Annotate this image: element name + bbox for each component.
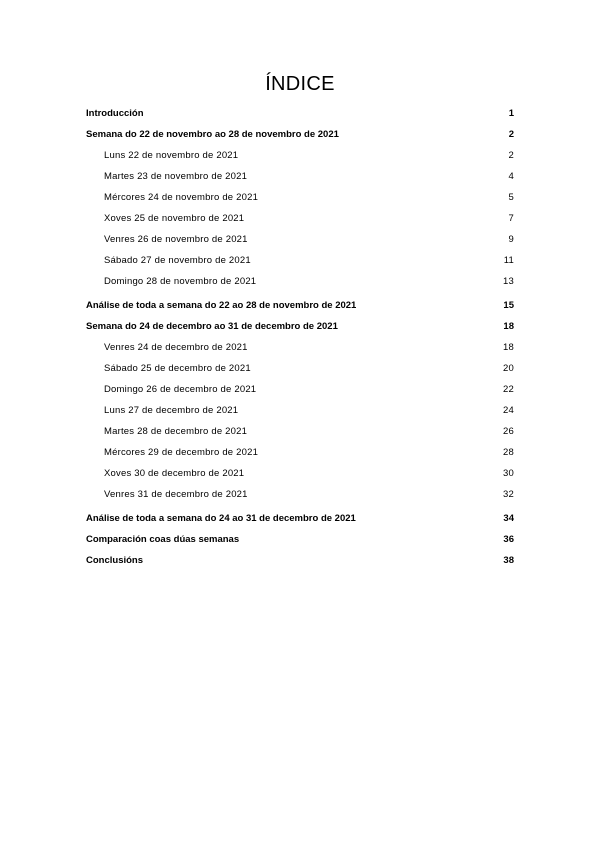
toc-entry-page-number: 36 bbox=[503, 534, 514, 545]
toc-entry-page-number: 32 bbox=[503, 489, 514, 500]
toc-section-entry[interactable] bbox=[86, 508, 514, 529]
toc-section-entry[interactable] bbox=[86, 103, 514, 124]
toc-entry-label: Luns 27 de decembro de 2021 bbox=[104, 405, 239, 416]
toc-subsection-entry[interactable] bbox=[86, 250, 514, 271]
toc-entry-page-number: 18 bbox=[503, 321, 514, 332]
toc-subsection-entry[interactable] bbox=[86, 442, 514, 463]
toc-subsection-entry[interactable] bbox=[86, 484, 514, 505]
toc-entry-label: Conclusións bbox=[86, 555, 144, 566]
toc-subsection-entry[interactable] bbox=[86, 229, 514, 250]
toc-subsection-entry[interactable] bbox=[86, 145, 514, 166]
toc-entry-page-number: 1 bbox=[508, 108, 514, 119]
toc-entry-page-number: 2 bbox=[508, 150, 514, 161]
toc-subsection-entry[interactable] bbox=[86, 379, 514, 400]
toc-entry-label: Semana do 22 de novembro ao 28 de novembro de 2021 bbox=[86, 129, 339, 140]
toc-entry-page-number: 20 bbox=[503, 363, 514, 374]
table-of-contents bbox=[86, 103, 514, 571]
toc-entry-page-number: 9 bbox=[508, 234, 514, 245]
toc-entry-label: Martes 28 de decembro de 2021 bbox=[104, 426, 248, 437]
toc-entry-label: Semana do 24 de decembro ao 31 de decembro de 2021 bbox=[86, 321, 338, 332]
toc-entry-page-number: 15 bbox=[503, 300, 514, 311]
toc-entry-label: Análise de toda a semana do 22 ao 28 de novembro de 2021 bbox=[86, 300, 357, 311]
toc-section-entry[interactable] bbox=[86, 316, 514, 337]
toc-entry-page-number: 34 bbox=[503, 513, 514, 524]
toc-section-entry[interactable] bbox=[86, 295, 514, 316]
toc-entry-label: Mércores 24 de novembro de 2021 bbox=[104, 192, 259, 203]
toc-entry-page-number: 24 bbox=[503, 405, 514, 416]
toc-subsection-entry[interactable] bbox=[86, 421, 514, 442]
toc-entry-label: Análise de toda a semana do 24 ao 31 de decembro de 2021 bbox=[86, 513, 356, 524]
toc-entry-label: Introducción bbox=[86, 108, 144, 119]
toc-subsection-entry[interactable] bbox=[86, 208, 514, 229]
toc-entry-page-number: 5 bbox=[508, 192, 514, 203]
toc-section-entry[interactable] bbox=[86, 124, 514, 145]
toc-entry-label: Venres 24 de decembro de 2021 bbox=[104, 342, 248, 353]
toc-entry-label: Xoves 30 de decembro de 2021 bbox=[104, 468, 245, 479]
toc-section-entry[interactable] bbox=[86, 550, 514, 571]
toc-entry-label: Comparación coas dúas semanas bbox=[86, 534, 240, 545]
page-title: ÍNDICE bbox=[265, 73, 335, 95]
toc-entry-label: Martes 23 de novembro de 2021 bbox=[104, 171, 248, 182]
toc-entry-page-number: 30 bbox=[503, 468, 514, 479]
toc-entry-label: Venres 26 de novembro de 2021 bbox=[104, 234, 248, 245]
toc-subsection-entry[interactable] bbox=[86, 271, 514, 292]
toc-subsection-entry[interactable] bbox=[86, 463, 514, 484]
toc-entry-label: Domingo 28 de novembro de 2021 bbox=[104, 276, 257, 287]
toc-entry-page-number: 2 bbox=[508, 129, 514, 140]
toc-subsection-entry[interactable] bbox=[86, 187, 514, 208]
toc-subsection-entry[interactable] bbox=[86, 337, 514, 358]
toc-entry-label: Venres 31 de decembro de 2021 bbox=[104, 489, 248, 500]
toc-entry-page-number: 38 bbox=[503, 555, 514, 566]
toc-entry-page-number: 26 bbox=[503, 426, 514, 437]
toc-subsection-entry[interactable] bbox=[86, 358, 514, 379]
toc-subsection-entry[interactable] bbox=[86, 166, 514, 187]
toc-entry-page-number: 4 bbox=[508, 171, 514, 182]
toc-entry-page-number: 13 bbox=[503, 276, 514, 287]
toc-entry-label: Domingo 26 de decembro de 2021 bbox=[104, 384, 257, 395]
toc-entry-page-number: 18 bbox=[503, 342, 514, 353]
toc-entry-label: Sábado 25 de decembro de 2021 bbox=[104, 363, 251, 374]
toc-entry-page-number: 22 bbox=[503, 384, 514, 395]
toc-section-entry[interactable] bbox=[86, 529, 514, 550]
toc-entry-label: Xoves 25 de novembro de 2021 bbox=[104, 213, 245, 224]
toc-entry-label: Mércores 29 de decembro de 2021 bbox=[104, 447, 259, 458]
toc-entry-label: Luns 22 de novembro de 2021 bbox=[104, 150, 239, 161]
toc-entry-label: Sábado 27 de novembro de 2021 bbox=[104, 255, 251, 266]
toc-entry-page-number: 7 bbox=[508, 213, 514, 224]
toc-subsection-entry[interactable] bbox=[86, 400, 514, 421]
toc-entry-page-number: 11 bbox=[503, 255, 514, 266]
toc-entry-page-number: 28 bbox=[503, 447, 514, 458]
